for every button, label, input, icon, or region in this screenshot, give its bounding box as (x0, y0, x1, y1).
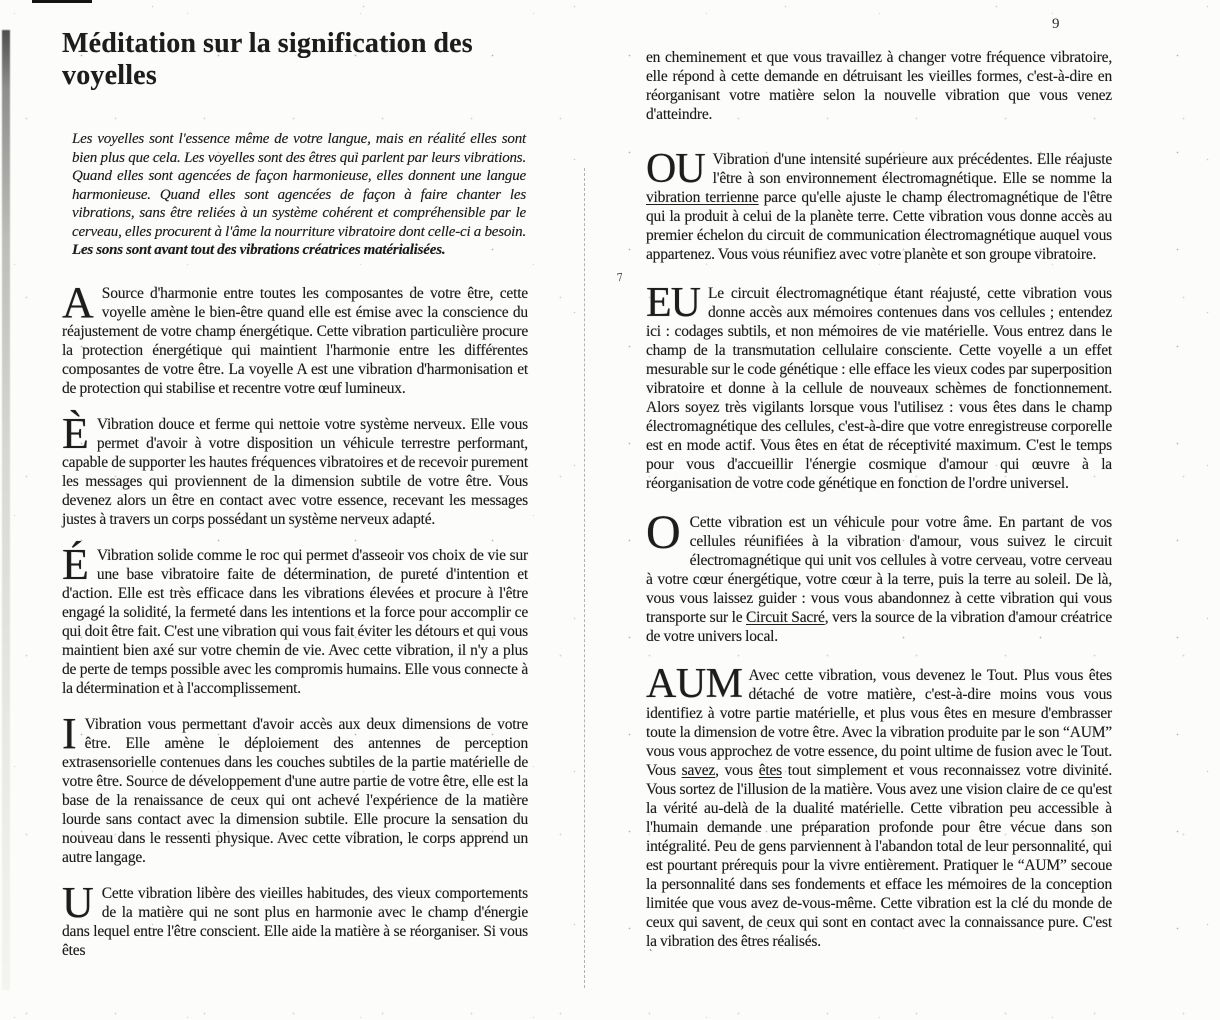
section-vowel-i (62, 708, 528, 867)
binding-shadow (2, 30, 10, 990)
gutter-crease-line (584, 168, 585, 988)
section-o-text-1: Cette vibration est un véhicule pour votre âme. En partant de vos cellules réunifiées à la vibration d'amour, vous suivez le circuit électromagnétique qui unit vos cellules à votre cerveau, votre cerveau à votre cœur énergétique, votre cœur à la terre, puis la terre au soleil. De là, vous vous laissez guider : vous vous abandonnez à cette vibration qui vous transporte sur le (646, 514, 1112, 626)
dropcap-a: A (62, 277, 93, 327)
dropcap-i: I (62, 708, 76, 758)
dropcap-aum: AUM (646, 661, 743, 707)
dropcap-o: O (646, 506, 680, 559)
intro-bold-text: Les sons sont avant tout des vibrations créatrices matérialisées. (72, 242, 446, 258)
section-e-acute-text: Vibration solide comme le roc qui permet d'asseoir vos choix de vie sur une base vibratoire faite de détermination, de pureté d'intention et d'action. Elle est très efficace dans les vibrations élevées et procure à l'être engagé la solidité, la fermeté dans les intentions et la force pour accomplir ce qui doit être fait. C'est une vibration qui vous fait éviter les détours et qui vous maintient bien axé sur votre chemin de vie. Avec cette vibration, il n'y a plus de perte de temps possible avec les compromis humains. Elle vous connecte à la détermination et à l'accomplissement. (62, 546, 528, 697)
section-vowel-eu (646, 280, 1112, 493)
left-page (62, 28, 528, 977)
scan-artifact-mark: ` (646, 947, 653, 961)
section-e-grave-text: Vibration douce et ferme qui nettoie votre système nerveux. Elle vous permet d'avoir à votre disposition un véhicule terrestre performant, capable de supporter les hautes fréquences vibratoires et de recevoir purement les messages qui proviennent de la dimension subtile de votre être. Vous devenez alors un être en contact avec votre essence, recevant les messages justes à travers un corps possédant un système nerveux adapté. (62, 415, 528, 528)
page-title: Méditation sur la signification des voyelles (62, 28, 473, 91)
section-u-text: Cette vibration libère des vieilles habitudes, des vieux comportements de la matière qui ne sont plus en harmonie avec le champ d'énergie dans lequel entre l'être conscient. Elle aide la matière à se réorganiser. Si vous êtes (62, 884, 528, 959)
scan-artifact-top-bar (32, 0, 92, 3)
section-a-text: Source d'harmonie entre toutes les composantes de votre être, cette voyelle amène le bien-être quand elle est émise avec la conscience du réajustement de votre champ énergétique. Cette vibration particulière procure la protection énergétique qui maintient l'harmonie entre les différentes composantes de votre être. La voyelle A est une vibration d'harmonisation et de protection qui stabilise et recentre votre œuf lumineux. (62, 284, 528, 397)
section-o-text-2: , vers la source de la vibration d'amour créatrice de votre univers local. (646, 609, 1112, 645)
section-vowel-ou (646, 146, 1112, 264)
section-vowel-e-grave (62, 408, 528, 529)
section-aum-text-1: Avec cette vibration, vous devenez le Tout. Plus vous êtes détaché de votre matière, c'est-à-dire moins vous vous identifiez à votre partie matérielle, et plus vous êtes en mesure d'embrasser toute la dimension de votre être. Avec la vibration produite par le son “AUM” vous vous approchez de votre essence, du point ultime de fusion avec le Tout. Vous (646, 667, 1112, 779)
right-page (646, 12, 1112, 971)
section-vowel-o (646, 506, 1112, 646)
section-vowel-a (62, 277, 528, 398)
dropcap-ou: OU (646, 146, 705, 192)
section-eu-text: Le circuit électromagnétique étant réajusté, cette vibration vous donne accès aux mémoires contenues dans vos cellules ; entendez ici : codages subtils, et non mémoires de vie matérielle. Vous entrez dans le champ de la transmutation cellulaire consciente. Cette voyelle a un effet mesurable sur le code génétique : elle efface les vieux codes par superposition vibratoire et donne à la cellule de nouveaux schèmes de fonctionnement. Alors soyez très vigilants lorsque vous l'utilisez : vous êtes dans le champ électromagnétique des cellules, c'est-à-dire que votre enregistreuse corporelle est en mode actif. Vous êtes en état de réceptivité maximum. C'est le temps pour vous d'accueillir l'énergie cosmique d'amour qui œuvre à la réorganisation de votre code génétique en fonction de l'ordre universel. (646, 285, 1112, 492)
section-aum (646, 661, 1113, 951)
dropcap-u: U (62, 877, 93, 927)
section-aum-text-2: , vous (715, 762, 759, 779)
section-aum-text-3: tout simplement et vous reconnaissez votre divinité. Vous sortez de l'illusion de la matière. Vous avez une vision claire de ce qu'est la vérité au-delà de la dualité matérielle. Cette vibration peu accessible à l'humain demande une préparation profonde pour être vécue dans son intégralité. Peu de gens parviennent à l'abandon total de leur personnalité, qui est pourtant prérequis pour la vivre entièrement. Pratiquer le “AUM” secoue la personnalité dans ses fondements et efface les mémoires de la conception limitée que vous avez de-vous-même. Cette vibration est la clé du monde de ceux qui savent, de ceux qui sont en contact avec la connaissance pure. C'est la vibration des êtres réalisés. (646, 762, 1113, 950)
scan-artifact-mark: 7 (615, 269, 624, 285)
underline-vibration-terrienne: vibration terrienne (646, 189, 759, 206)
continuation-paragraph: en cheminement et que vous travaillez à changer votre fréquence vibratoire, elle répond à cette demande en détruisant les vieilles formes, c'est-à-dire en réorganisant votre matière selon la nouvelle vibration que vous venez d'atteindre. (646, 49, 1112, 123)
page-number: 9 (1052, 16, 1060, 32)
section-i-text: Vibration vous permettant d'avoir accès aux deux dimensions de votre être. Elle amène le déploiement des antennes de perception extrasensorielle contenues dans les couches subtiles de la partie matérielle de votre être. Source de développement d'une autre partie de votre être, elle est la base de la renaissance de ceux qui ont achevé l'expérience de la matière lourde sans contact avec la dimension subtile. Elle procure la sensation du nouveau dans le ressenti physique. Avec cette vibration, le corps apprend un autre langage. (62, 715, 528, 866)
dropcap-e-acute: É (62, 539, 88, 589)
dropcap-e-grave: È (62, 408, 88, 458)
section-vowel-e-acute (62, 539, 528, 698)
dropcap-eu: EU (646, 280, 700, 326)
section-vowel-u (62, 877, 528, 960)
underline-etes: êtes (758, 762, 782, 779)
intro-text: Les voyelles sont l'essence même de votre langue, mais en réalité elles sont bien plus que cela. Les voyelles sont des êtres qui parlent par leurs vibrations. Quand elles sont agencées de façon harmonieuse, elles donnent une langue harmonieuse. Quand elles sont agencées de façon à faire chanter les vibrations, sans être reliées à un système cohérent et compréhensible par le cerveau, elles procurent à l'âme la nourriture vibratoire dont celle-ci a besoin. (72, 131, 526, 240)
underline-savez: savez (681, 762, 716, 779)
section-ou-text-2: parce qu'elle ajuste le champ électromagnétique de l'être qui la produit à celui de la planète terre. Cette vibration vous donne accès au premier échelon du circuit de communication électromagnétique auquel vous appartenez. Vous vous réunifiez avec votre planète et son groupe vibratoire. (646, 189, 1112, 263)
section-ou-text-1: Vibration d'une intensité supérieure aux précédentes. Elle réajuste l'être à son environnement électromagnétique. Elle se nomme la (712, 151, 1112, 187)
underline-circuit-sacre: Circuit Sacré (746, 609, 825, 626)
intro-paragraph (72, 130, 526, 260)
